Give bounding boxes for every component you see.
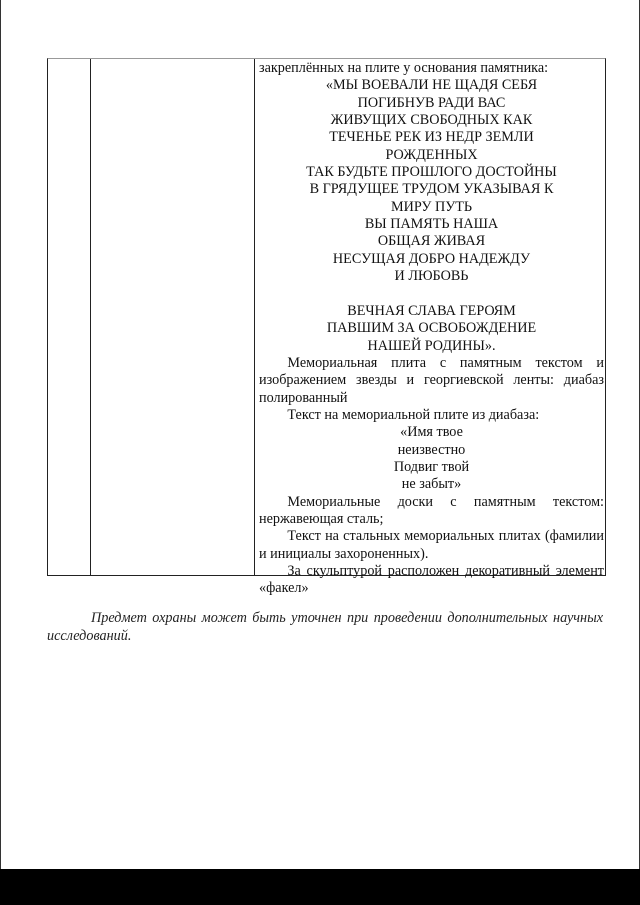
steel-plates-description: Текст на стальных мемориальных плитах (фамилии и инициалы захороненных).	[259, 528, 604, 562]
poem-line: РОЖДЕННЫХ	[385, 146, 478, 163]
memorial-poem	[259, 77, 604, 355]
page-border-left	[0, 0, 1, 869]
poem-line: ВЫ ПАМЯТЬ НАША	[364, 216, 499, 233]
poem-line: ТАК БУДЬТЕ ПРОШЛОГО ДОСТОЙНЫ	[306, 164, 557, 181]
glory-line: ВЕЧНАЯ СЛАВА ГЕРОЯМ	[347, 302, 516, 319]
plate-text-intro: Текст на мемориальной плите из диабаза:	[287, 406, 540, 423]
column-divider	[254, 59, 255, 575]
scan-bottom-band	[0, 869, 640, 905]
glory-line: ПАВШИМ ЗА ОСВОБОЖДЕНИЕ	[326, 320, 537, 337]
poem-line: ТЕЧЕНЬЕ РЕК ИЗ НЕДР ЗЕМЛИ	[329, 129, 534, 146]
plate-text-line: «Имя твое	[400, 424, 463, 441]
glory-line: НАШЕЙ РОДИНЫ».	[367, 337, 496, 354]
poem-line: И ЛЮБОВЬ	[394, 268, 469, 285]
poem-line: В ГРЯДУЩЕЕ ТРУДОМ УКАЗЫВАЯ К	[309, 181, 554, 198]
description-cell	[259, 60, 604, 598]
column-divider	[90, 59, 91, 575]
plate-text-line: неизвестно	[397, 441, 466, 458]
plate-text-line: не забыт»	[401, 476, 462, 493]
footnote: Предмет охраны может быть уточнен при проведении дополнительных научных исследований.	[47, 610, 603, 644]
poem-line: «МЫ ВОЕВАЛИ НЕ ЩАДЯ СЕБЯ	[325, 77, 538, 94]
torch-description: За скульптурой расположен декоративный элемент «факел»	[259, 562, 604, 597]
protection-table	[47, 58, 606, 597]
poem-line: ОБЩАЯ ЖИВАЯ	[377, 233, 486, 250]
poem-line: ЖИВУЩИХ СВОБОДНЫХ КАК	[330, 112, 533, 129]
poem-line: НЕСУЩАЯ ДОБРО НАДЕЖДУ	[332, 250, 531, 267]
poem-line: ПОГИБНУВ РАДИ ВАС	[357, 94, 506, 111]
intro-line: закреплённых на плите у основания памятника:	[259, 60, 549, 76]
poem-line: МИРУ ПУТЬ	[390, 198, 473, 215]
boards-description: Мемориальные доски с памятным текстом: нержавеющая сталь;	[259, 493, 604, 527]
plate-description: Мемориальная плита с памятным текстом и изображением звезды и георгиевской ленты: диабаз полированный	[259, 354, 604, 406]
plate-text-line: Подвиг твой	[393, 458, 470, 475]
